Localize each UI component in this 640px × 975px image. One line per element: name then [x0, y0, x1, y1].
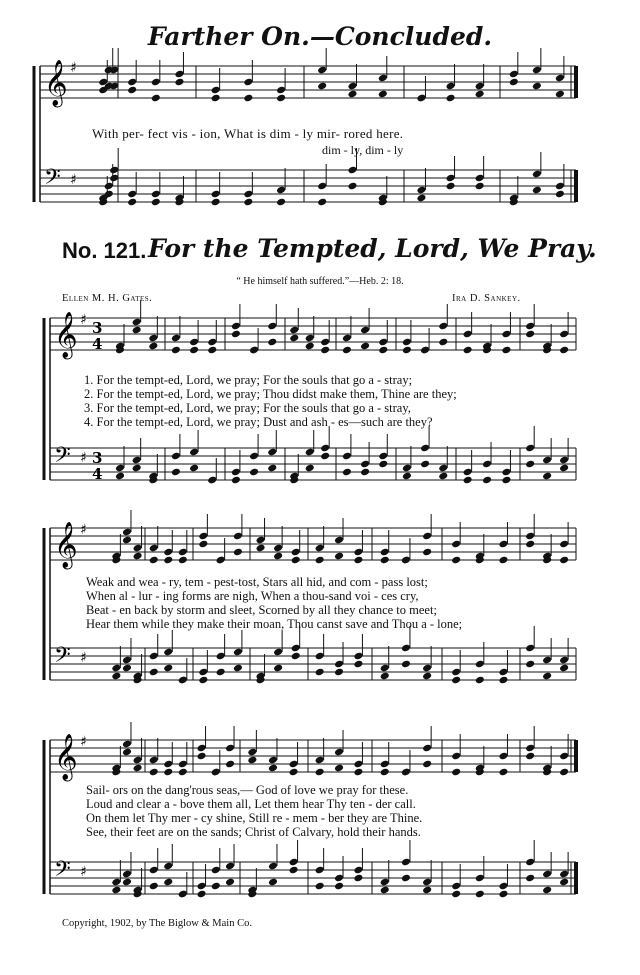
notehead: [231, 476, 241, 485]
notehead: [243, 94, 253, 103]
notehead: [498, 556, 508, 565]
notehead: [347, 90, 357, 99]
notehead: [178, 556, 188, 565]
notehead: [289, 334, 299, 343]
top-hymn-title: Farther On.—Concluded.: [147, 22, 493, 51]
notehead: [268, 878, 278, 887]
notehead: [225, 760, 235, 769]
notehead: [276, 198, 286, 207]
notehead: [211, 94, 221, 103]
notehead: [291, 556, 301, 565]
notehead: [380, 886, 390, 895]
notehead: [133, 764, 143, 773]
notehead: [122, 664, 132, 673]
notehead: [171, 468, 181, 477]
notehead: [401, 660, 411, 669]
notehead: [463, 476, 473, 485]
notehead: [559, 878, 569, 887]
notehead: [360, 468, 370, 477]
notehead: [243, 198, 253, 207]
sharp-key-signature: ♯: [80, 650, 87, 666]
notehead: [438, 338, 448, 347]
notehead: [380, 672, 390, 681]
notehead: [342, 346, 352, 355]
notehead: [163, 664, 173, 673]
notehead: [149, 882, 159, 891]
notehead: [233, 548, 243, 557]
notehead: [451, 676, 461, 685]
notehead: [317, 198, 327, 207]
notehead: [360, 342, 370, 351]
notehead: [216, 668, 226, 677]
notehead: [233, 664, 243, 673]
notehead: [559, 664, 569, 673]
notehead: [178, 768, 188, 777]
notehead: [475, 676, 485, 685]
notehead: [555, 90, 565, 99]
notehead: [148, 342, 158, 351]
notehead: [525, 660, 535, 669]
notehead: [451, 890, 461, 899]
notehead: [267, 338, 277, 347]
sharp-key-signature: ♯: [80, 734, 87, 750]
notehead: [525, 460, 535, 469]
notehead: [353, 556, 363, 565]
notehead: [276, 94, 286, 103]
notehead: [378, 90, 388, 99]
treble-clef: 𝄞: [54, 734, 78, 780]
notehead: [334, 882, 344, 891]
notehead: [525, 752, 535, 761]
notehead: [482, 476, 492, 485]
notehead: [315, 882, 325, 891]
verse-3-line-2: Beat - en back by storm and sleet, Scorned by all they chance to meet;: [86, 603, 437, 617]
notehead: [122, 878, 132, 887]
notehead: [559, 556, 569, 565]
verse-2-line-1: 2. For the tempt-ed, Lord, we pray; Thou didst make them, Thine are they;: [84, 387, 457, 401]
sharp-key-signature: ♯: [80, 864, 87, 880]
verse-1-line-1: 1. For the tempt-ed, Lord, we pray; For the souls that go a - stray;: [84, 373, 413, 387]
notehead: [189, 464, 199, 473]
notehead: [268, 764, 278, 773]
notehead: [525, 330, 535, 339]
notehead: [501, 346, 511, 355]
notehead: [422, 760, 432, 769]
notehead: [127, 86, 137, 95]
verse-3-line-1: 3. For the tempt-ed, Lord, we pray; For the souls that go a - stray,: [84, 401, 411, 415]
notehead: [498, 890, 508, 899]
notehead: [559, 768, 569, 777]
top-hymn-lyric: With per- fect vis - ion, What is dim - ly mir- rored here.: [92, 126, 404, 141]
notehead: [422, 548, 432, 557]
notehead: [174, 78, 184, 87]
treble-clef: 𝄞: [54, 312, 78, 358]
verse-4-line-3: See, their feet are on the sands; Christ of Calvary, hold their hands.: [86, 825, 421, 839]
notehead: [132, 326, 142, 335]
time-sig-bottom: 4: [92, 335, 103, 353]
notehead: [320, 452, 330, 461]
hymn-number: No. 121.: [62, 238, 147, 263]
verse-4-line-2: Hear them while they make their moan, Thou canst save and Thou a - lone;: [86, 617, 463, 631]
hymn-author: Ellen M. H. Gates.: [62, 293, 153, 304]
bass-clef: 𝄢: [54, 443, 71, 473]
notehead: [498, 768, 508, 777]
notehead: [111, 886, 121, 895]
notehead: [189, 346, 199, 355]
bass-clef: 𝄢: [44, 165, 61, 195]
bass-clef: 𝄢: [54, 643, 71, 673]
time-sig-bottom: 4: [92, 465, 103, 483]
notehead: [291, 652, 301, 661]
hymn-title: For the Tempted, Lord, We Pray.: [148, 234, 597, 263]
notehead: [446, 182, 456, 191]
notehead: [149, 556, 159, 565]
notehead: [231, 330, 241, 339]
notehead: [198, 540, 208, 549]
notehead: [151, 198, 161, 207]
notehead: [438, 472, 448, 481]
sharp-key-signature: ♯: [80, 522, 87, 538]
notehead: [249, 468, 259, 477]
notehead: [353, 768, 363, 777]
notehead: [422, 672, 432, 681]
notehead: [378, 460, 388, 469]
notehead: [149, 768, 159, 777]
notehead: [532, 186, 542, 195]
notehead: [451, 556, 461, 565]
notehead: [402, 472, 412, 481]
notehead: [475, 890, 485, 899]
notehead: [498, 676, 508, 685]
verse-2-line-3: Loud and clear a - bove them all, Let them hear Thy ten - der call.: [86, 797, 416, 811]
notehead: [315, 768, 325, 777]
verse-2-line-2: When al - lur - ing forms are nigh, When a thou-sand voi - ces cry,: [86, 589, 419, 603]
notehead: [525, 540, 535, 549]
notehead: [289, 866, 299, 875]
notehead: [305, 464, 315, 473]
notehead: [347, 182, 357, 191]
notehead: [380, 556, 390, 565]
notehead: [315, 556, 325, 565]
notehead: [211, 882, 221, 891]
notehead: [532, 82, 542, 91]
notehead: [273, 664, 283, 673]
verse-1-line-3: Sail- ors on the dang'rous seas,— God of love we pray for these.: [86, 783, 409, 797]
notehead: [289, 768, 299, 777]
notehead: [122, 748, 132, 757]
notehead: [475, 90, 485, 99]
notehead: [163, 878, 173, 887]
notehead: [422, 886, 432, 895]
time-sig-top: 3: [92, 449, 103, 467]
notehead: [501, 476, 511, 485]
notehead: [207, 346, 217, 355]
notehead: [334, 764, 344, 773]
notehead: [171, 346, 181, 355]
notehead: [163, 556, 173, 565]
notehead: [133, 552, 143, 561]
verse-3-line-3: On them let Thy mer - cy shine, Still re - mem - ber they are Thine.: [86, 811, 423, 825]
treble-clef: 𝄞: [54, 522, 78, 568]
notehead: [378, 346, 388, 355]
notehead: [256, 544, 266, 553]
sharp-key-signature: ♯: [70, 60, 77, 76]
notehead: [542, 672, 552, 681]
notehead: [334, 668, 344, 677]
hymn-epigraph: “ He himself hath suffered.”—Heb. 2: 18.: [236, 276, 404, 287]
notehead: [353, 874, 363, 883]
notehead: [198, 676, 208, 685]
notehead: [115, 472, 125, 481]
sharp-key-signature: ♯: [70, 172, 77, 188]
verse-4-line-1: 4. For the tempt-ed, Lord, we pray; Dust and ash - es—such are they?: [84, 415, 433, 429]
notehead: [317, 82, 327, 91]
notehead: [163, 768, 173, 777]
copyright-notice: Copyright, 1902, by The Biglow & Main Co.: [62, 918, 252, 929]
treble-clef: 𝄞: [44, 60, 68, 106]
notehead: [334, 552, 344, 561]
notehead: [320, 346, 330, 355]
notehead: [122, 536, 132, 545]
notehead: [446, 94, 456, 103]
notehead: [525, 874, 535, 883]
notehead: [225, 878, 235, 887]
notehead: [509, 78, 519, 87]
notehead: [475, 182, 485, 191]
notehead: [132, 464, 142, 473]
notehead: [197, 890, 207, 899]
notehead: [197, 752, 207, 761]
notehead: [380, 768, 390, 777]
top-system-staves: [0, 0, 640, 230]
top-hymn-sub-lyric: dim - ly, dim - ly: [322, 143, 404, 157]
notehead: [247, 756, 257, 765]
notehead: [149, 668, 159, 677]
verse-1-line-2: Weak and wea - ry, tem - pest-tost, Stars all hid, and com - pass lost;: [86, 575, 428, 589]
notehead: [402, 346, 412, 355]
sharp-key-signature: ♯: [80, 312, 87, 328]
notehead: [267, 464, 277, 473]
notehead: [273, 552, 283, 561]
notehead: [127, 198, 137, 207]
notehead: [542, 886, 552, 895]
notehead: [211, 198, 221, 207]
notehead: [353, 660, 363, 669]
notehead: [542, 472, 552, 481]
notehead: [151, 94, 161, 103]
notehead: [416, 194, 426, 203]
notehead: [420, 460, 430, 469]
notehead: [315, 668, 325, 677]
hymn-composer: Ira D. Sankey.: [452, 293, 521, 304]
notehead: [451, 768, 461, 777]
notehead: [111, 672, 121, 681]
notehead: [401, 874, 411, 883]
notehead: [559, 346, 569, 355]
notehead: [555, 190, 565, 199]
bass-clef: 𝄢: [54, 857, 71, 887]
sharp-key-signature: ♯: [80, 450, 87, 466]
notehead: [463, 346, 473, 355]
notehead: [305, 342, 315, 351]
notehead: [342, 468, 352, 477]
time-sig-top: 3: [92, 319, 103, 337]
notehead: [559, 464, 569, 473]
